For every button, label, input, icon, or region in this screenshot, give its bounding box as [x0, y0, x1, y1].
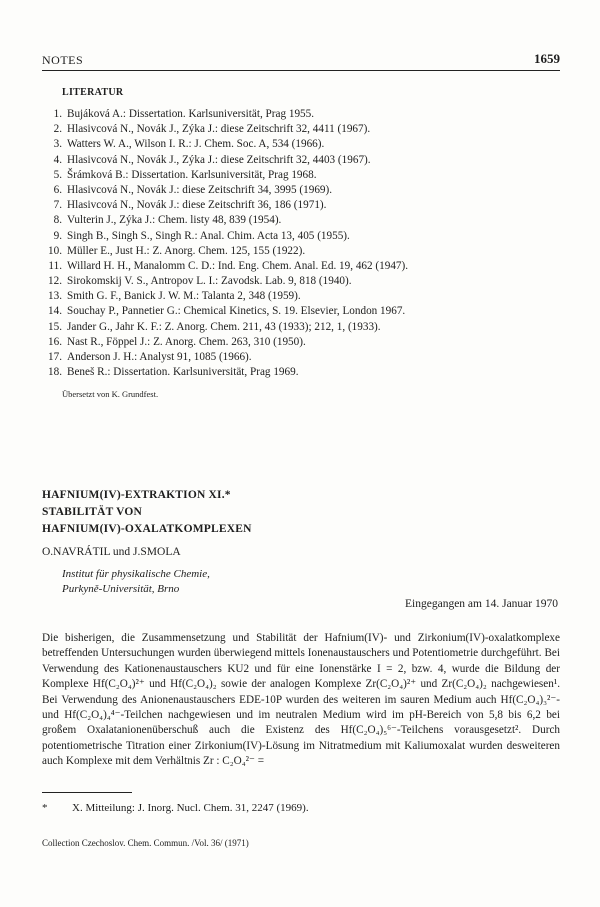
article-authors: O.NAVRÁTIL und J.SMOLA: [42, 546, 181, 558]
reference-number: 9.: [53, 229, 62, 242]
reference-item: [42, 304, 562, 319]
footnote-marker: *: [42, 802, 48, 814]
reference-text: Hlasivcová N., Novák J.: diese Zeitschrift 34, 3995 (1969).: [67, 183, 333, 196]
reference-item: [42, 259, 562, 274]
reference-number: 5.: [53, 168, 62, 181]
section-label: NOTES: [42, 53, 84, 67]
reference-number: 6.: [53, 183, 62, 196]
reference-text: Hlasivcová N., Novák J., Zýka J.: diese Zeitschrift 32, 4403 (1967).: [67, 153, 371, 166]
reference-number: 13.: [48, 290, 62, 303]
affiliation-line-1: Institut für physikalische Chemie,: [62, 568, 210, 580]
reference-item: [42, 289, 562, 304]
reference-item: [42, 320, 562, 335]
body-paragraph: Die bisherigen, die Zusammensetzung und Stabilität der Hafnium(IV)- und Zirkonium(IV)-oxalatkomplexe betreffenden Untersuchungen wurden überwiegend mittels Ionenaustauschers und Potentiometrie durchgeführt. Bei Verwendung des Kationenaustauschers KU2 und für eine Ionenstärke I = 2, bzw. 4, wurde die Bildung der Komplexe Hf(C₂O₄)²⁺ und Hf(C₂O₄)₂ sowie der analogen Komplexe Zr(C₂O₄)²⁺ und Zr(C₂O₄)₂ nachgewiesen¹. Bei Verwendung des Anionenaustauschers EDE-10P wurden des weiteren im sauren Medium auch Hf(C₂O₄)₃²⁻- und Hf(C₂O₄)₄⁴⁻-Teilchen nachgewiesen und im neutralen Medium wird im pH-Bereich von 5,8 bis 6,2 bei großem Oxalatanionenüberschuß auch die Existenz des Hf(C₂O₄)₅⁶⁻-Teilchens vorausgesetzt². Durch potentiometrische Titration einer Zirkonium(IV)-Lösung im Nitratmedium mit Kaliumoxalat wurden desweiteren auch Komplexe mit dem Verhältnis Zr : C₂O₄²⁻ =: [42, 632, 560, 768]
reference-number: 14.: [48, 305, 62, 318]
reference-item: [42, 107, 562, 122]
reference-item: [42, 365, 562, 380]
reference-item: [42, 229, 562, 244]
reference-number: 10.: [48, 244, 62, 257]
running-header: [42, 50, 560, 71]
footnote-text: X. Mitteilung: J. Inorg. Nucl. Chem. 31, 2247 (1969).: [72, 802, 309, 814]
reference-text: Souchay P., Pannetier G.: Chemical Kinetics, S. 19. Elsevier, London 1967.: [67, 305, 406, 318]
reference-number: 11.: [48, 259, 62, 272]
reference-number: 17.: [48, 351, 62, 363]
reference-item: [42, 122, 562, 137]
journal-footer: Collection Czechoslov. Chem. Commun. /Vol. 36/ (1971): [42, 838, 249, 848]
reference-text: Singh B., Singh S., Singh R.: Anal. Chim. Acta 13, 405 (1955).: [67, 229, 350, 242]
page-number: 1659: [534, 51, 560, 66]
article-title: [42, 487, 252, 538]
reference-text: Hlasivcová N., Novák J., Zýka J.: diese Zeitschrift 32, 4411 (1967).: [67, 123, 371, 136]
reference-text: Smith G. F., Banick J. W. M.: Talanta 2, 348 (1959).: [67, 290, 301, 303]
reference-number: 8.: [53, 214, 62, 227]
reference-text: Bujáková A.: Dissertation. Karlsuniversität, Prag 1955.: [67, 108, 315, 120]
reference-number: 4.: [53, 153, 62, 166]
reference-text: Anderson J. H.: Analyst 91, 1085 (1966).: [67, 351, 252, 363]
received-date: Eingegangen am 14. Januar 1970: [405, 598, 558, 610]
reference-list: [42, 107, 562, 380]
article-title-line-3: HAFNIUM(IV)-OXALATKOMPLEXEN: [42, 523, 252, 535]
reference-item: [42, 198, 562, 213]
reference-text: Nast R., Föppel J.: Z. Anorg. Chem. 263, 310 (1950).: [67, 335, 306, 348]
reference-text: Hlasivcová N., Novák J.: diese Zeitschrift 36, 186 (1971).: [67, 199, 327, 212]
reference-item: [42, 153, 562, 168]
reference-text: Müller E., Just H.: Z. Anorg. Chem. 125, 155 (1922).: [67, 244, 306, 257]
reference-item: [42, 335, 562, 350]
footnote-divider: [42, 792, 132, 793]
reference-text: Willard H. H., Manalomm C. D.: Ind. Eng. Chem. Anal. Ed. 19, 462 (1947).: [67, 259, 409, 272]
reference-item: [42, 274, 562, 289]
article-title-line-2: STABILITÄT VON: [42, 506, 143, 518]
reference-text: Šrámková B.: Dissertation. Karlsuniversität, Prag 1968.: [67, 168, 317, 181]
reference-item: [42, 244, 562, 259]
translator-note: Übersetzt von K. Grundfest.: [62, 389, 159, 399]
literature-heading: LITERATUR: [62, 87, 124, 98]
article-body: [42, 631, 560, 770]
article-title-line-1: HAFNIUM(IV)-EXTRAKTION XI.*: [42, 489, 231, 501]
reference-text: Sirokomskij V. S., Antropov L. I.: Zavodsk. Lab. 9, 818 (1940).: [67, 275, 352, 288]
reference-item: [42, 350, 562, 365]
footnote: [42, 802, 309, 814]
reference-text: Jander G., Jahr K. F.: Z. Anorg. Chem. 211, 43 (1933); 212, 1, (1933).: [67, 320, 381, 333]
reference-number: 7.: [53, 199, 62, 212]
reference-text: Beneš R.: Dissertation. Karlsuniversität, Prag 1969.: [67, 366, 299, 379]
reference-number: 3.: [53, 138, 62, 151]
reference-text: Vulterin J., Zýka J.: Chem. listy 48, 839 (1954).: [67, 214, 282, 227]
reference-item: [42, 213, 562, 228]
reference-number: 2.: [53, 123, 62, 136]
reference-number: 12.: [48, 275, 62, 288]
reference-text: Watters W. A., Wilson I. R.: J. Chem. Soc. A, 534 (1966).: [67, 138, 325, 151]
reference-item: [42, 168, 562, 183]
reference-number: 18.: [48, 366, 62, 379]
reference-number: 1.: [53, 108, 62, 120]
reference-number: 16.: [48, 335, 62, 348]
affiliation-line-2: Purkyně-Universität, Brno: [62, 583, 180, 595]
reference-item: [42, 137, 562, 152]
reference-number: 15.: [48, 320, 62, 333]
affiliation: [62, 567, 210, 597]
reference-item: [42, 183, 562, 198]
